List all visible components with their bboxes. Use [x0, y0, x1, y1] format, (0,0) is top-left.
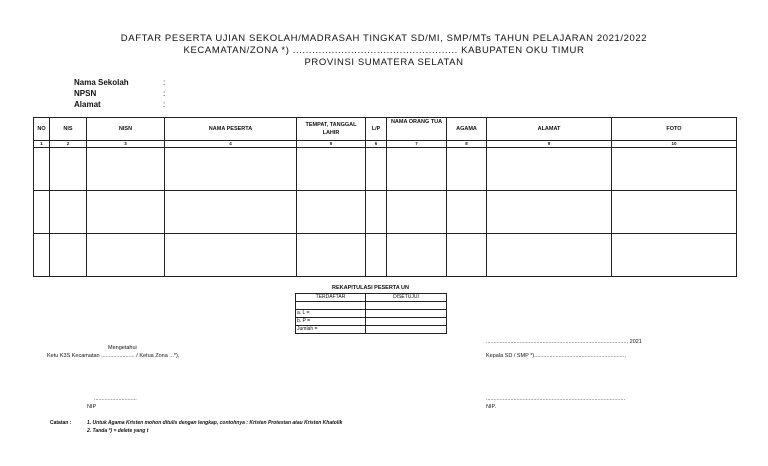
table-cell[interactable] — [87, 148, 165, 191]
col-header-no: NO — [34, 118, 50, 141]
notes-label: Catatan : — [50, 420, 72, 426]
colon-npsn: : — [163, 89, 166, 98]
colon-alamat: : — [163, 100, 166, 109]
note-line-1: 1. Untuk Agama Kristen mohon ditulis dengan lengkap, contohnya : Kristen Protestan atau Kristen Khatolik — [87, 420, 343, 426]
mengetahui-label: Mengetahui — [108, 345, 137, 351]
table-cell[interactable] — [387, 191, 447, 234]
table-cell[interactable] — [612, 234, 737, 277]
table-cell[interactable] — [487, 234, 612, 277]
table-cell[interactable] — [366, 191, 387, 234]
doc-title-line1: DAFTAR PESERTA UJIAN SEKOLAH/MADRASAH TINGKAT SD/MI, SMP/MTs TAHUN PELAJARAN 2021/2022 — [120, 33, 648, 44]
rekap-label: Jumlah = — [296, 326, 366, 334]
table-cell[interactable] — [297, 191, 366, 234]
note-line-2: 2. Tanda *) = delete yang t — [87, 428, 149, 434]
rekap-value[interactable] — [366, 318, 447, 326]
table-cell[interactable] — [612, 191, 737, 234]
table-cell[interactable] — [297, 234, 366, 277]
col-number: 1 — [34, 141, 50, 148]
col-header-nama-peserta: NAMA PESERTA — [165, 118, 297, 141]
col-header-nis: NIS — [50, 118, 87, 141]
col-header-nisn: NISN — [87, 118, 165, 141]
table-cell[interactable] — [297, 148, 366, 191]
label-alamat: Alamat — [74, 100, 101, 109]
col-number: 9 — [487, 141, 612, 148]
rekap-title: REKAPITULASI PESERTA UN — [331, 285, 409, 291]
rekap-row — [296, 326, 447, 334]
rekap-label: b. P = — [296, 318, 366, 326]
table-cell[interactable] — [165, 148, 297, 191]
rekap-label — [296, 302, 366, 310]
table-cell[interactable] — [50, 191, 87, 234]
left-signature-line: ............................ — [94, 396, 137, 402]
doc-title-line2: KECAMATAN/ZONA *) ................................................... KABUPATEN OKU TIMUR — [183, 45, 585, 56]
col-header-lp: L/P — [366, 118, 387, 141]
table-cell[interactable] — [34, 234, 50, 277]
col-header-tempat-tanggal-lahir: TEMPAT, TANGGAL LAHIR — [297, 118, 366, 141]
col-header-agama: AGAMA — [447, 118, 487, 141]
col-header-foto: FOTO — [612, 118, 737, 141]
table-cell[interactable] — [387, 234, 447, 277]
table-cell[interactable] — [366, 148, 387, 191]
table-cell[interactable] — [487, 148, 612, 191]
date-line: ............................................................................................, 2021 — [486, 339, 642, 345]
table-number-row — [34, 141, 737, 148]
table-row — [34, 148, 737, 191]
doc-title-line3: PROVINSI SUMATERA SELATAN — [304, 57, 464, 68]
right-nip-label: NIP. — [486, 404, 496, 410]
table-cell[interactable] — [612, 148, 737, 191]
label-nama-sekolah: Nama Sekolah — [74, 78, 129, 87]
table-cell[interactable] — [50, 234, 87, 277]
rekap-row — [296, 318, 447, 326]
col-header-nama-orang-tua: NAMA ORANG TUA — [387, 118, 447, 141]
rekap-value[interactable] — [366, 302, 447, 310]
table-row — [34, 234, 737, 277]
table-cell[interactable] — [165, 234, 297, 277]
rekap-value[interactable] — [366, 326, 447, 334]
table-cell[interactable] — [487, 191, 612, 234]
col-number: 8 — [447, 141, 487, 148]
col-number: 3 — [87, 141, 165, 148]
rekap-row — [296, 310, 447, 318]
table-cell[interactable] — [165, 191, 297, 234]
rekap-col-terdaftar: TERDAFTAR — [296, 294, 366, 302]
rekap-row — [296, 302, 447, 310]
right-signature-line: ........................................................................................... — [486, 396, 626, 402]
table-cell[interactable] — [34, 191, 50, 234]
table-cell[interactable] — [50, 148, 87, 191]
rekap-table — [295, 293, 447, 334]
colon-nama-sekolah: : — [163, 78, 166, 87]
col-number: 6 — [366, 141, 387, 148]
col-number: 2 — [50, 141, 87, 148]
participant-table — [33, 117, 737, 277]
left-signer-role: Ketu K3S Kecamatan ...................... / Ketua Zona ...*), — [47, 353, 180, 359]
rekap-label: a. L = — [296, 310, 366, 318]
left-nip-label: NIP — [87, 404, 97, 410]
col-number: 4 — [165, 141, 297, 148]
col-header-alamat: ALAMAT — [487, 118, 612, 141]
rekap-col-disetujui: DISETUJUI — [366, 294, 447, 302]
table-cell[interactable] — [87, 234, 165, 277]
col-number: 7 — [387, 141, 447, 148]
table-cell[interactable] — [447, 191, 487, 234]
table-cell[interactable] — [34, 148, 50, 191]
label-npsn: NPSN — [74, 89, 97, 98]
rekap-header-row — [296, 294, 447, 302]
table-cell[interactable] — [447, 234, 487, 277]
rekap-value[interactable] — [366, 310, 447, 318]
table-cell[interactable] — [366, 234, 387, 277]
col-number: 5 — [297, 141, 366, 148]
table-cell[interactable] — [387, 148, 447, 191]
table-header-row — [34, 118, 737, 141]
col-number: 10 — [612, 141, 737, 148]
table-row — [34, 191, 737, 234]
table-cell[interactable] — [87, 191, 165, 234]
right-signer-role: Kepala SD / SMP *)..........................................................., — [486, 353, 626, 359]
table-cell[interactable] — [447, 148, 487, 191]
